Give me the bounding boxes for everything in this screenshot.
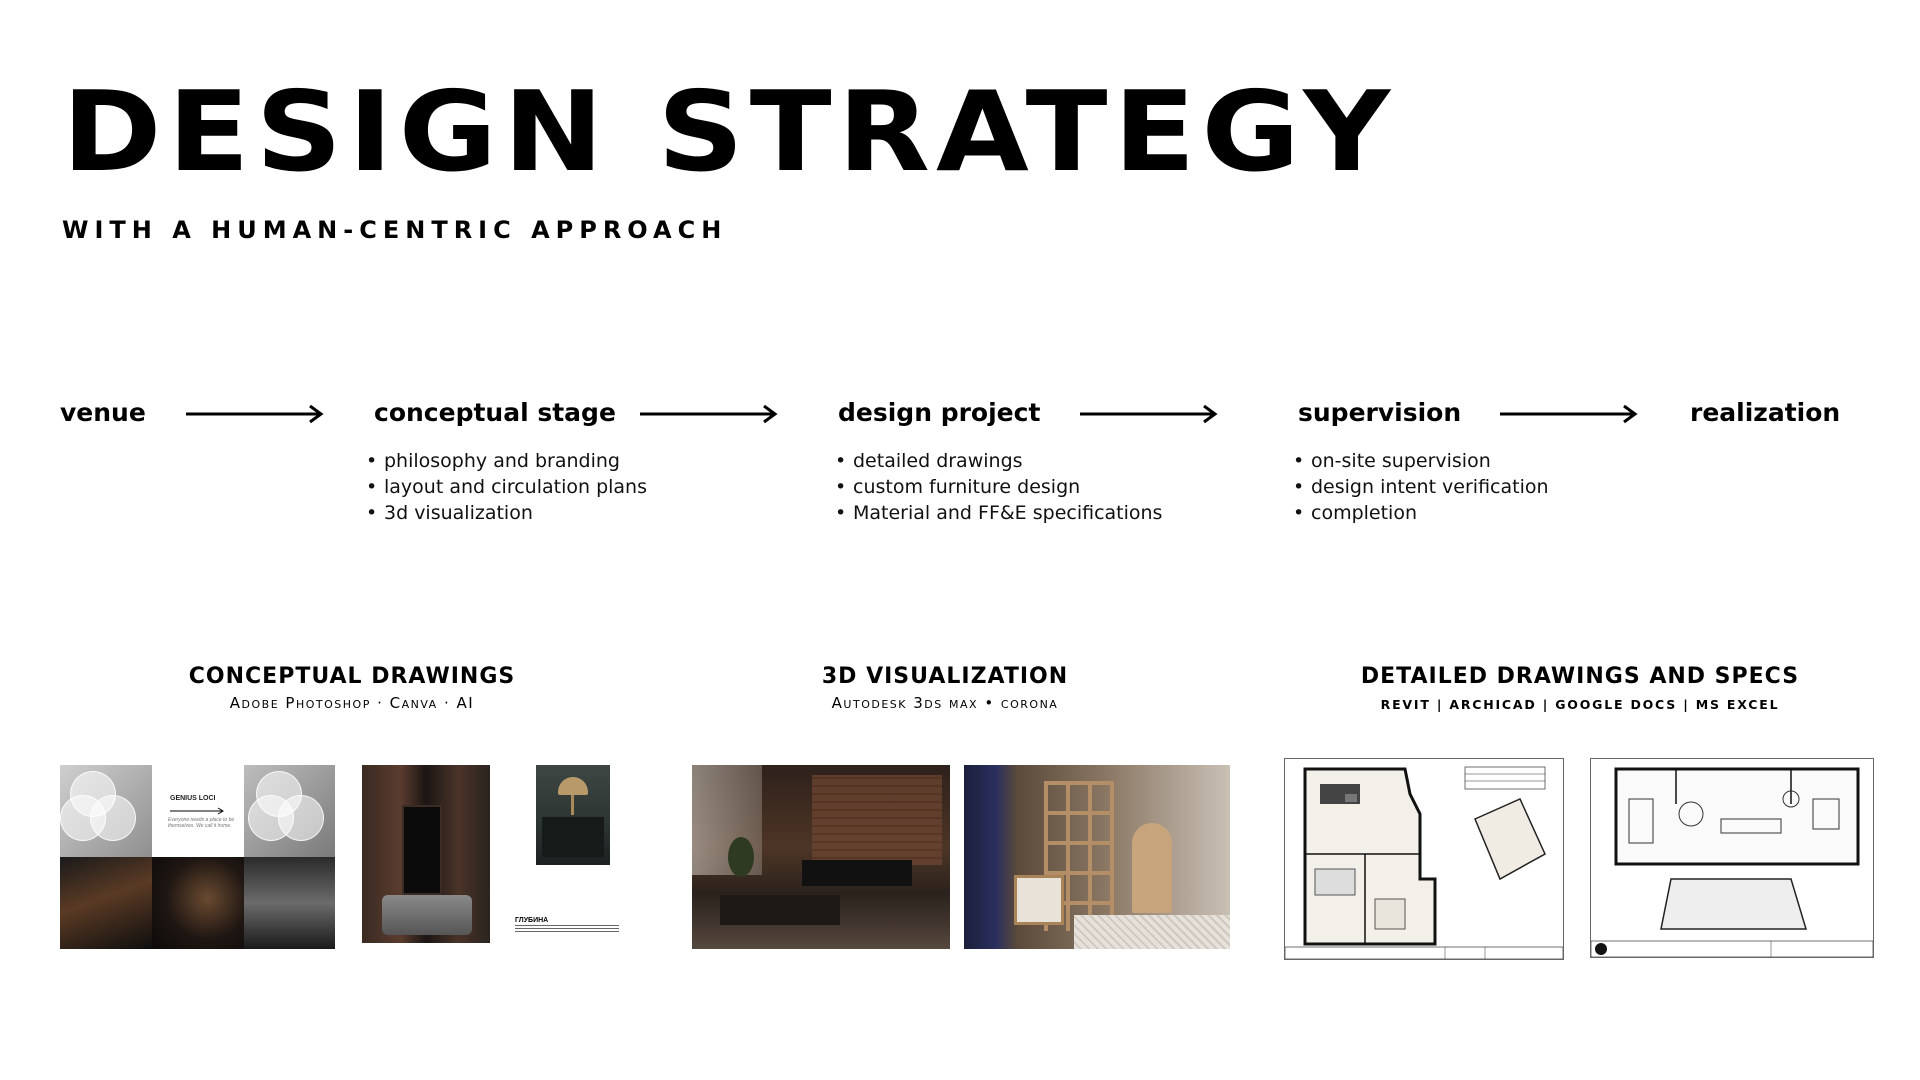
section-tools-3d: Autodesk 3ds max • corona (831, 694, 1059, 712)
list-item: • on-site supervision (1293, 448, 1549, 474)
stage-conceptual: conceptual stage (374, 398, 616, 427)
render-bedroom-image (964, 765, 1230, 949)
stage-supervision: supervision (1298, 398, 1462, 427)
list-item: • Material and FF&E specifications (835, 500, 1162, 526)
list-item: • detailed drawings (835, 448, 1162, 474)
section-tools-conceptual: Adobe Photoshop · Canva · AI (229, 694, 475, 712)
lamp-photo (536, 765, 610, 865)
list-item: • custom furniture design (835, 474, 1162, 500)
section-tools-detailed: REVIT | ARCHICAD | GOOGLE DOCS | MS EXCEL (1380, 697, 1780, 712)
list-item: • layout and circulation plans (366, 474, 647, 500)
concept-collage-image (60, 765, 335, 949)
floor-plan-svg (1591, 759, 1873, 957)
section-title-conceptual-drawings: CONCEPTUAL DRAWINGS (188, 664, 516, 689)
interior-photo (362, 765, 490, 943)
page-subtitle: WITH A HUMAN-CENTRIC APPROACH (62, 216, 728, 244)
arrow-right-icon (186, 401, 326, 427)
floor-plan-drawing-1 (1284, 758, 1564, 960)
collage-tagline: Everyone needs a place to be themselves. We call it home. (168, 817, 235, 829)
list-item: • 3d visualization (366, 500, 647, 526)
arrow-right-icon (1500, 401, 1640, 427)
floor-plan-svg (1285, 759, 1563, 959)
supervision-list (1293, 448, 1549, 526)
conceptual-stage-list (366, 448, 647, 526)
list-item: • design intent verification (1293, 474, 1549, 500)
moodboard-heading: ГЛУБИНА (515, 917, 549, 924)
stage-design-project: design project (838, 398, 1041, 427)
section-title-detailed-drawings: DETAILED DRAWINGS AND SPECS (1360, 664, 1800, 689)
stage-realization: realization (1690, 398, 1841, 427)
arrow-right-icon (640, 401, 780, 427)
arrow-right-icon (1080, 401, 1220, 427)
floor-plan-drawing-2 (1590, 758, 1874, 958)
page-title: DESIGN STRATEGY (62, 68, 1397, 197)
list-item: • philosophy and branding (366, 448, 647, 474)
arrow-right-icon (170, 807, 226, 815)
design-project-list (835, 448, 1162, 526)
moodboard-body-text (515, 925, 619, 933)
section-title-3d-visualization: 3D VISUALIZATION (821, 664, 1069, 689)
collage-genius-loci: GENIUS LOCI (170, 795, 216, 802)
list-item: • completion (1293, 500, 1549, 526)
render-living-room-image (692, 765, 950, 949)
stage-venue: venue (60, 398, 146, 427)
